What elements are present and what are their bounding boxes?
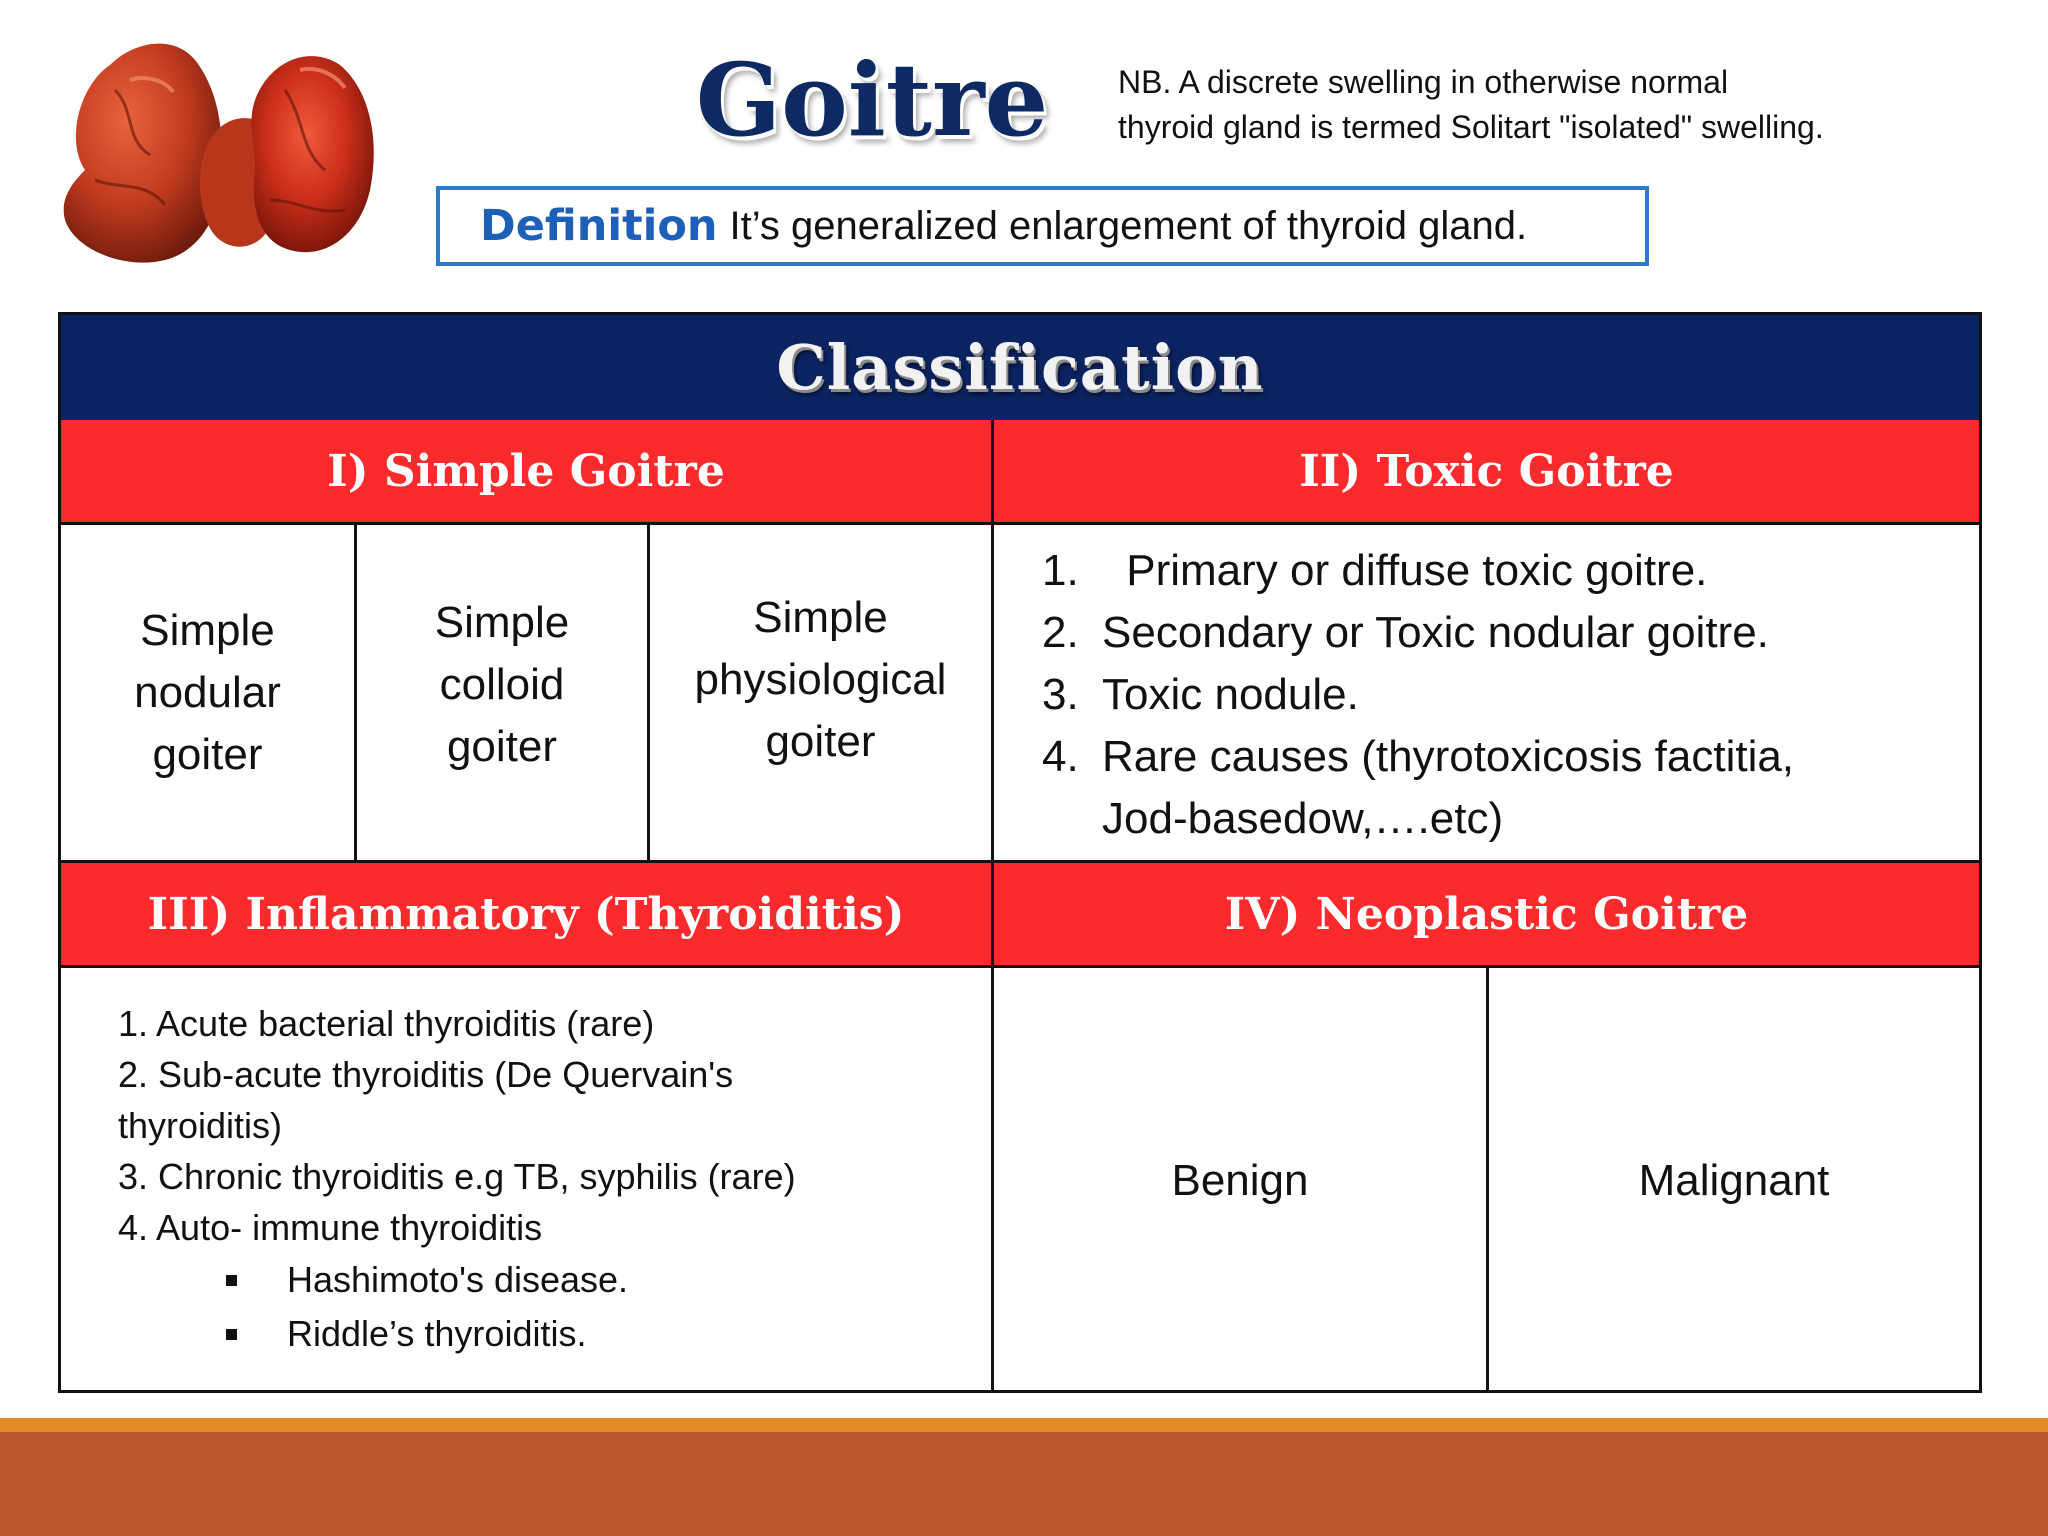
toxic-goitre-list (1000, 540, 1960, 850)
cell-line: physiological (694, 655, 947, 704)
cell-line: goiter (152, 729, 263, 779)
classification-banner (61, 315, 1979, 423)
cell-line: colloid (439, 660, 565, 709)
neoplastic-goitre-header: IV) Neoplastic Goitre (994, 863, 1979, 965)
bullet-square-icon (226, 1329, 237, 1340)
inflammatory-header: III) Inflammatory (Thyroiditis) (61, 863, 991, 965)
cell-line: goiter (765, 717, 876, 766)
list-item: Jod-basedow,….etc) (1102, 794, 1504, 843)
list-item: 2. Sub-acute thyroiditis (De Quervain's (118, 1054, 734, 1095)
nb-note (1118, 60, 2018, 150)
simple-colloid-cell (357, 525, 647, 845)
list-item: thyroiditis) (118, 1105, 283, 1146)
cell-line: goiter (446, 722, 558, 771)
list-item: 1. Primary or diffuse toxic goitre. (1042, 546, 1708, 595)
sub-list-item: Hashimoto's disease. (226, 1253, 978, 1307)
simple-goitre-header: I) Simple Goitre (61, 420, 991, 522)
thyroid-gland-image (55, 30, 385, 275)
inflammatory-list (118, 998, 978, 1361)
simple-physiological-cell (650, 525, 991, 835)
footer-bar (0, 1432, 2048, 1536)
classification-title: Classification (776, 331, 1264, 404)
malignant-cell: Malignant (1638, 1155, 1830, 1205)
list-item: 2. Secondary or Toxic nodular goitre. (1042, 608, 1769, 657)
definition-label: Definition (480, 201, 718, 251)
toxic-goitre-header: II) Toxic Goitre (994, 420, 1979, 522)
list-item: 4. Rare causes (thyrotoxicosis factitia, (1042, 732, 1795, 781)
list-item: 3. Chronic thyroiditis e.g TB, syphilis (rare) (118, 1156, 796, 1197)
page-title: Goitre (695, 41, 1049, 159)
nb-line: thyroid gland is termed Solitart "isolated" swelling. (1118, 109, 1824, 145)
definition-box (436, 186, 1649, 266)
list-item: 1. Acute bacterial thyroiditis (rare) (118, 1003, 655, 1044)
bullet-square-icon (226, 1275, 237, 1286)
list-item: 4. Auto- immune thyroiditis (118, 1207, 543, 1248)
cell-line: Simple (140, 605, 275, 655)
simple-nodular-cell (61, 525, 354, 860)
nb-line: NB. A discrete swelling in otherwise normal (1118, 64, 1729, 100)
list-item: 3. Toxic nodule. (1042, 670, 1359, 719)
benign-cell: Benign (1171, 1155, 1309, 1205)
cell-line: nodular (134, 667, 281, 717)
cell-line: Simple (753, 593, 888, 642)
cell-line: Simple (434, 598, 570, 647)
sub-list-item: Riddle’s thyroiditis. (226, 1307, 978, 1361)
definition-text: It’s generalized enlargement of thyroid gland. (729, 203, 1528, 248)
footer-stripe (0, 1418, 2048, 1432)
